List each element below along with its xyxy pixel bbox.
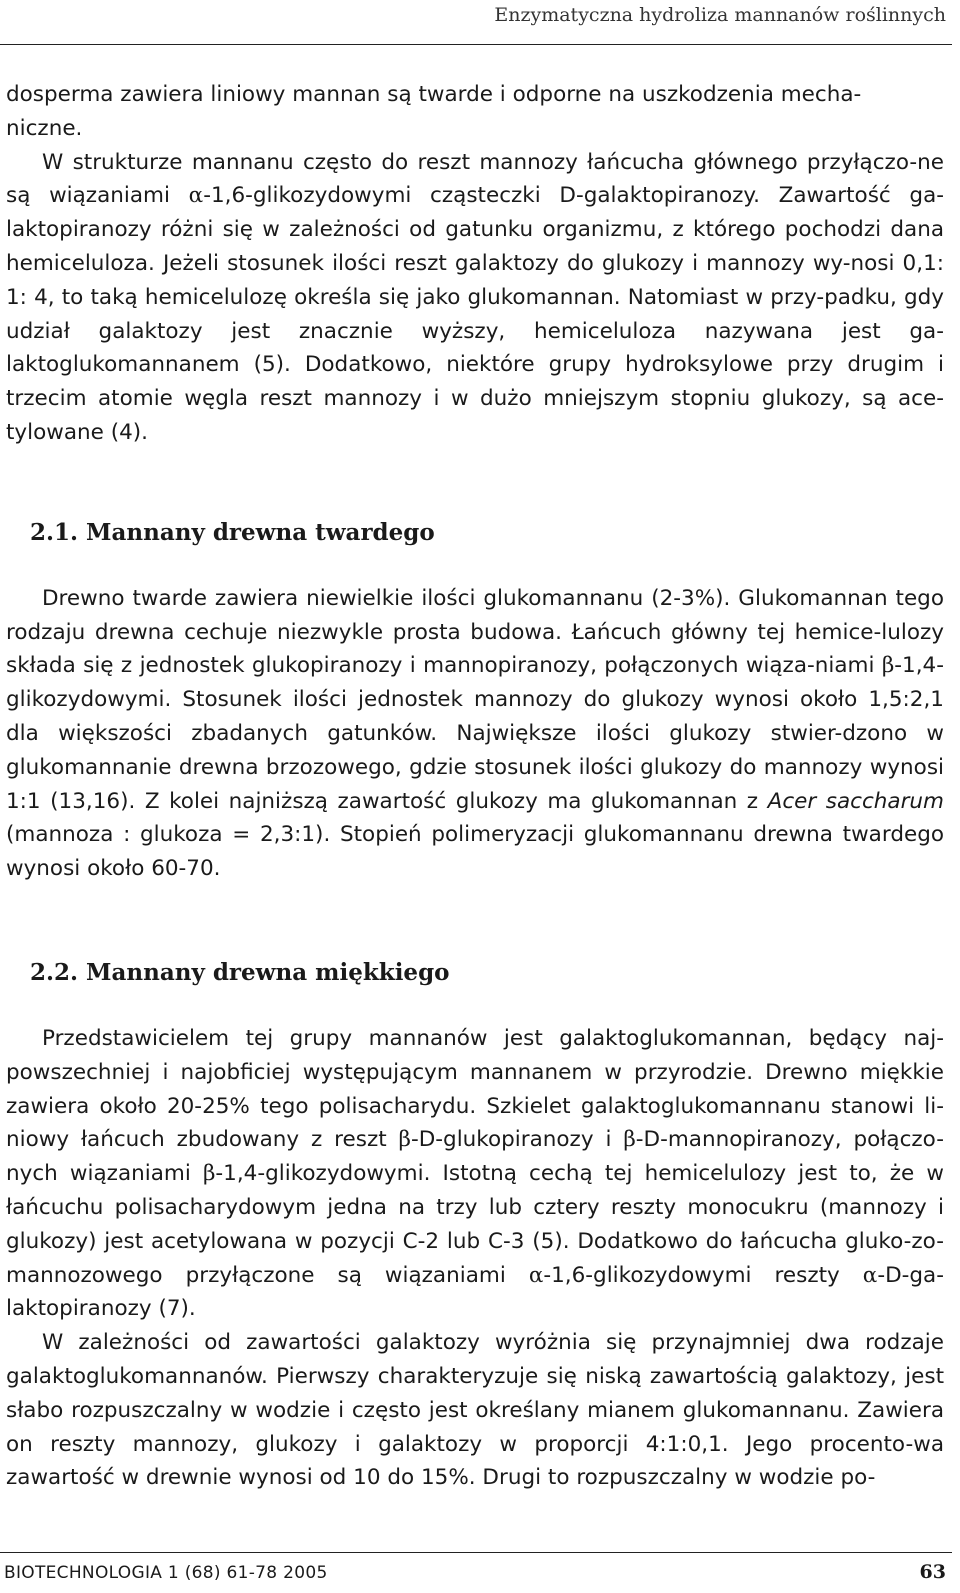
paragraph-line: niczne. xyxy=(6,115,83,141)
page-content xyxy=(6,78,944,1495)
greek-symbol: α xyxy=(188,183,204,209)
text-run: -1,4-glikozydowymi. Stosunek ilości jednostek mannozy do glukozy wynosi około 1,5:2,1 dla większości zbadanych gatunków. Największe ilości glukozy stwier-dzono w glukomannanie drewna brzozowego, gdzie stosunek ilości glukozy do mannozy wynosi 1:1 (13,16). Z kolei najniższą zawartość glukozy ma glukomannan z xyxy=(6,653,944,814)
greek-symbol: α xyxy=(862,1262,878,1288)
paragraph-softwood-1 xyxy=(6,1022,944,1326)
text-run: -1,4-glikozydowymi. Istotną cechą tej hemicelulozy jest to, że w łańcuchu polisacharydowym jedna na trzy lub cztery reszty monocukru (mannozy i glukozy) jest acetylowana w pozycji C-2 lub C-3 (5). Dodatkowo do łańcucha gluko-zo-mannozowego przyłączone są wiązaniami xyxy=(6,1161,944,1288)
greek-symbol: α xyxy=(528,1262,544,1288)
greek-symbol: β xyxy=(623,1127,636,1153)
running-header xyxy=(0,0,952,45)
section-heading-softwood xyxy=(30,958,944,988)
text-run: -D-glukopiranozy i xyxy=(410,1127,624,1153)
section-title: Mannany drewna twardego xyxy=(86,518,435,546)
text-run: Przedstawicielem tej grupy mannanów jest galaktoglukomannan, będący naj-powszechniej i najobficiej występującym mannanem w przyrodzie. Drewno miękkie zawiera około 20-25% tego polisacharydu. Szkielet galaktoglukomannanu stanowi li-niowy łańcuch zbudowany z reszt xyxy=(6,1025,944,1153)
paragraph-line: dosperma zawiera liniowy mannan są twarde i odporne na uszkodzenia mecha- xyxy=(6,82,862,107)
page-number: 63 xyxy=(919,1561,946,1583)
text-run: -1,6-glikozydowymi reszty xyxy=(543,1262,863,1288)
page-footer xyxy=(0,1552,952,1593)
text-run: Drewno twarde zawiera niewielkie ilości glukomannanu (2-3%). Glukomannan tego rodzaju drewna cechuje niezwykle prosta budowa. Łańcuch główny tej hemice-lulozy składa się z jednostek glukopiranozy i mannopiranozy, połączonych wiąza-niami xyxy=(6,585,944,679)
paragraph-continuation xyxy=(6,78,944,146)
text-run: -1,6-glikozydowymi cząsteczki D-galaktopiranozy. Zawartość ga-laktopiranozy różni się w zależności od gatunku organizmu, z którego pochodzi dana hemiceluloza. Jeżeli stosunek ilości reszt galaktozy do glukozy i mannozy wy-nosi 0,1: 1: 4, to taką hemicelulozę określa się jako glukomannan. Natomiast w przy-padku, gdy udział galaktozy jest znacznie wyższy, hemiceluloza nazywana jest ga-laktoglukomannanem (5). Dodatkowo, niektóre grupy hydroksylowe przy drugim i trzecim atomie węgla reszt mannozy i w dużo mniejszym stopniu glukozy, są ace-tylowane (4). xyxy=(6,183,945,445)
text-run: W strukturze mannanu często do reszt mannozy łańcucha głównego przyłączo-ne są wiązaniami xyxy=(6,149,944,209)
greek-symbol: β xyxy=(398,1127,411,1153)
text-run: -D-mannopiranozy, połączo-nych wiązaniami xyxy=(6,1127,944,1187)
section-number: 2.1. xyxy=(30,518,79,546)
species-name: Acer saccharum xyxy=(767,788,944,814)
paragraph-hardwood xyxy=(6,582,944,886)
running-title: Enzymatyczna hydroliza mannanów roślinnych xyxy=(494,4,946,26)
text-run: -D-ga-laktopiranozy (7). xyxy=(6,1262,944,1322)
journal-citation: BIOTECHNOLOGIA 1 (68) 61-78 2005 xyxy=(4,1563,328,1583)
paragraph-softwood-2: W zależności od zawartości galaktozy wyróżnia się przynajmniej dwa rodzaje galaktoglukomannanów. Pierwszy charakteryzuje się niską zawartością galaktozy, jest słabo rozpuszczalny w wodzie i często jest określany mianem glukomannanu. Zawiera on reszty mannozy, glukozy i galaktozy w proporcji 4:1:0,1. Jego procento-wa zawartość w drewnie wynosi od 10 do 15%. Drugi to rozpuszczalny w wodzie po- xyxy=(6,1330,944,1491)
section-number: 2.2. xyxy=(30,958,79,986)
greek-symbol: β xyxy=(202,1161,216,1187)
section-title: Mannany drewna miękkiego xyxy=(86,958,450,986)
paragraph-structure xyxy=(6,146,944,450)
greek-symbol: β xyxy=(881,653,895,679)
text-run: (mannoza : glukoza = 2,3:1). Stopień polimeryzacji glukomannanu drewna twardego wynosi około 60-70. xyxy=(6,822,944,882)
section-heading-hardwood xyxy=(30,518,944,548)
